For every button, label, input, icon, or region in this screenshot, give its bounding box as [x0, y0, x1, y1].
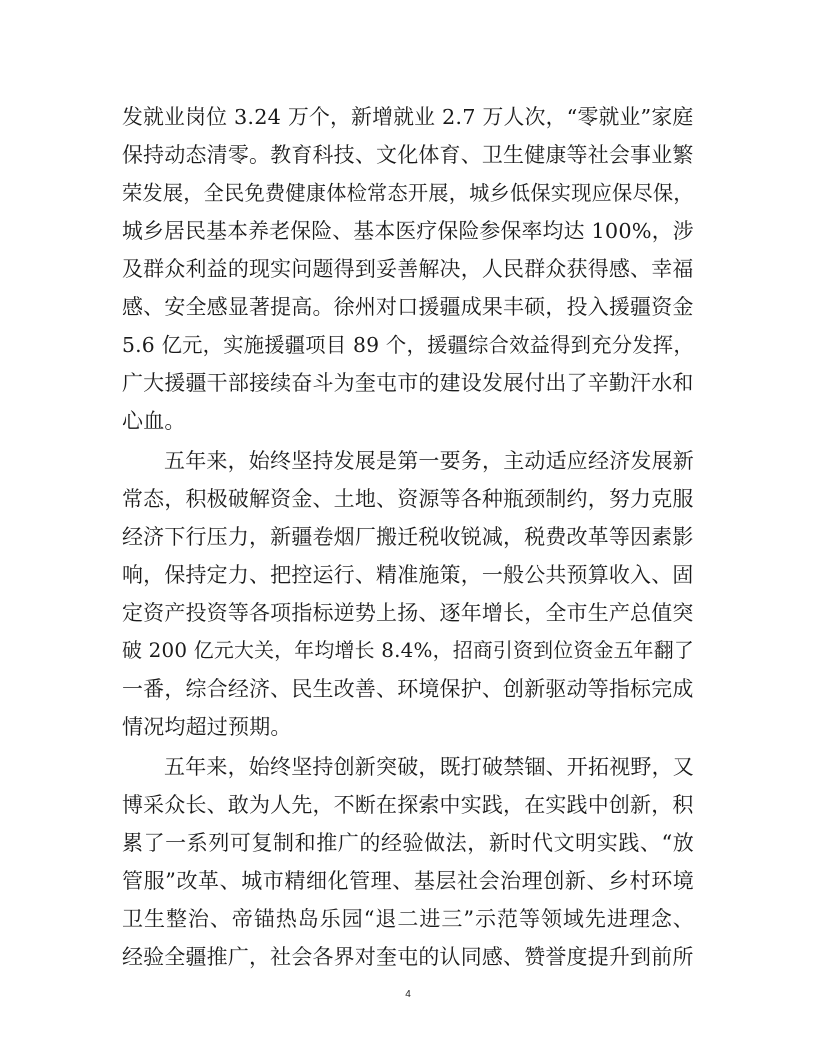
paragraph-1-line-1: 发就业岗位 3.24 万个，新增就业 2.7 万人次，“零就业”家庭 [122, 105, 694, 129]
paragraph-1-line-7: 5.6 亿元，实施援疆项目 89 个，援疆综合效益得到充分发挥， [122, 333, 694, 357]
paragraph-2-line-8: 情况均超过预期。 [122, 715, 292, 739]
paragraph-1-line-4: 城乡居民基本养老保险、基本医疗保险参保率均达 100%，涉 [122, 219, 694, 243]
paragraph-2-line-6: 破 200 亿元大关，年均增长 8.4%，招商引资到位资金五年翻了 [122, 639, 694, 662]
paragraph-3-line-4: 管服”改革、城市精细化管理、基层社会治理创新、乡村环境 [122, 869, 695, 893]
paragraph-1-line-8: 广大援疆干部接续奋斗为奎屯市的建设发展付出了辛勤汗水和 [122, 371, 694, 395]
paragraph-3-line-3: 累了一系列可复制和推广的经验做法，新时代文明实践、“放 [122, 831, 695, 855]
paragraph-2-line-3: 经济下行压力，新疆卷烟厂搬迁税收锐减，税费改革等因素影 [122, 525, 694, 549]
paragraph-2-line-1: 五年来，始终坚持发展是第一要务，主动适应经济发展新 [164, 449, 694, 473]
paragraph-2-line-7: 一番，综合经济、民生改善、环境保护、创新驱动等指标完成 [122, 677, 694, 701]
paragraph-3-line-2: 博采众长、敢为人先，不断在探索中实践，在实践中创新，积 [122, 793, 694, 817]
paragraph-2-line-4: 响，保持定力、把控运行、精准施策，一般公共预算收入、固 [122, 563, 694, 587]
paragraph-3-line-6: 经验全疆推广，社会各界对奎屯的认同感、赞誉度提升到前所 [122, 945, 694, 969]
paragraph-1-line-5: 及群众利益的现实问题得到妥善解决，人民群众获得感、幸福 [122, 257, 694, 281]
paragraph-1-line-9: 心血。 [122, 409, 186, 433]
paragraph-2-line-5: 定资产投资等各项指标逆势上扬、逐年增长，全市生产总值突 [122, 601, 694, 625]
paragraph-3-line-1: 五年来，始终坚持创新突破，既打破禁锢、开拓视野，又 [164, 755, 694, 779]
paragraph-3-line-5: 卫生整治、帝锚热岛乐园“退二进三”示范等领域先进理念、 [122, 907, 695, 931]
paragraph-2-line-2: 常态，积极破解资金、土地、资源等各种瓶颈制约，努力克服 [122, 487, 694, 511]
paragraph-1-line-6: 感、安全感显著提高。徐州对口援疆成果丰硕，投入援疆资金 [122, 295, 694, 319]
paragraph-1-line-3: 荣发展，全民免费健康体检常态开展，城乡低保实现应保尽保， [122, 181, 694, 205]
page-number: 4 [405, 989, 411, 1000]
paragraph-1-line-2: 保持动态清零。教育科技、文化体育、卫生健康等社会事业繁 [122, 143, 694, 167]
